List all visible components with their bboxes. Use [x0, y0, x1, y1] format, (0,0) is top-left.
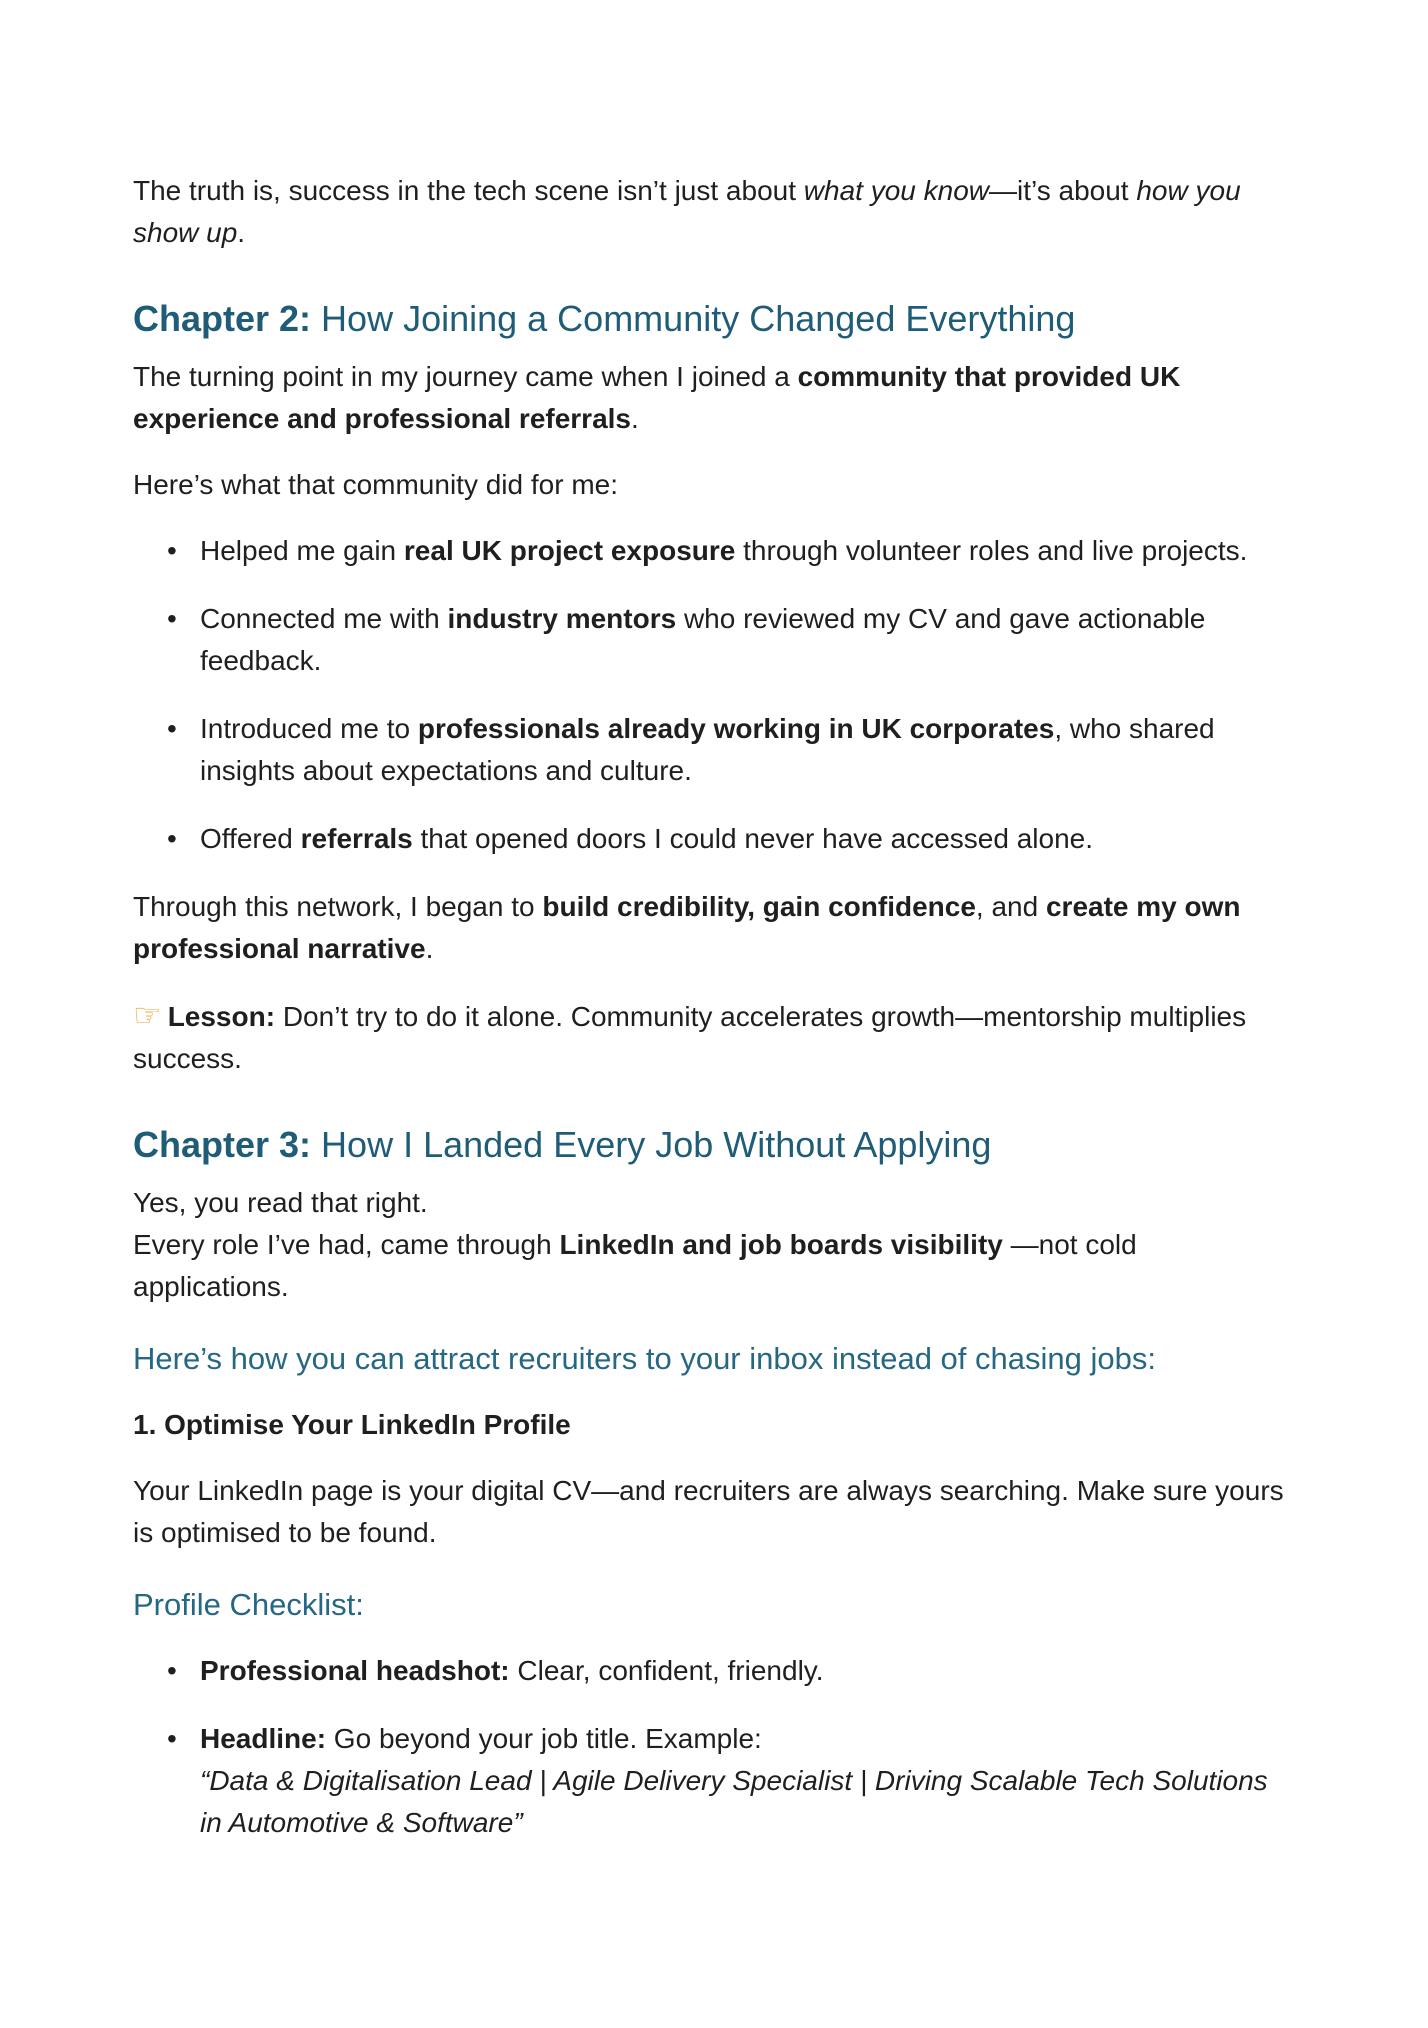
chapter-3-title: How I Landed Every Job Without Applying [321, 1124, 992, 1165]
paragraph-through-network: Through this network, I began to build credibility, gain confidence, and create my own professional narrative. [133, 891, 1241, 964]
chapter-3-heading [133, 1122, 1295, 1168]
heading-attract-recruiters: Here’s how you can attract recruiters to your inbox instead of chasing jobs: [133, 1341, 1156, 1376]
chapter-2-heading [133, 296, 1295, 342]
community-benefits-list [133, 530, 1295, 860]
heading-profile-checklist: Profile Checklist: [133, 1587, 364, 1622]
paragraph-yes-right: Yes, you read that right. Every role I’ve had, came through LinkedIn and job boards visibility —not cold applications. [133, 1187, 1137, 1302]
paragraph-linkedin-page: Your LinkedIn page is your digital CV—and recruiters are always searching. Make sure yours is optimised to be found. [133, 1475, 1284, 1548]
list-item: • Helped me gain real UK project exposure through volunteer roles and live projects. [133, 530, 1295, 572]
list-item: • Professional headshot: Clear, confident, friendly. [133, 1650, 1295, 1692]
lesson-text: Lesson: Don’t try to do it alone. Community accelerates growth—mentorship multiplies success. [133, 1001, 1247, 1074]
backhand-index-pointing-right-icon: ☞ [133, 996, 162, 1034]
heading-optimise-linkedin: 1. Optimise Your LinkedIn Profile [133, 1409, 571, 1440]
paragraph-intro: The truth is, success in the tech scene isn’t just about what you know—it’s about how you show up. [133, 175, 1241, 248]
paragraph-lesson [133, 994, 1295, 1080]
list-item: • Connected me with industry mentors who reviewed my CV and gave actionable feedback. [133, 598, 1295, 682]
profile-checklist-list [133, 1650, 1295, 1844]
paragraph-turning-point: The turning point in my journey came when I joined a community that provided UK experience and professional referrals. [133, 361, 1181, 434]
list-item: • Headline: Go beyond your job title. Example: “Data & Digitalisation Lead | Agile Delivery Specialist | Driving Scalable Tech Solutions in Automotive & Software” [133, 1718, 1295, 1844]
list-item: • Introduced me to professionals already working in UK corporates, who shared insights about expectations and culture. [133, 708, 1295, 792]
list-item: • Offered referrals that opened doors I could never have accessed alone. [133, 818, 1295, 860]
chapter-2-title: How Joining a Community Changed Everything [321, 298, 1076, 339]
paragraph-community-lead-in: Here’s what that community did for me: [133, 469, 619, 500]
chapter-3-label: Chapter 3: [133, 1124, 312, 1165]
chapter-2-label: Chapter 2: [133, 298, 312, 339]
